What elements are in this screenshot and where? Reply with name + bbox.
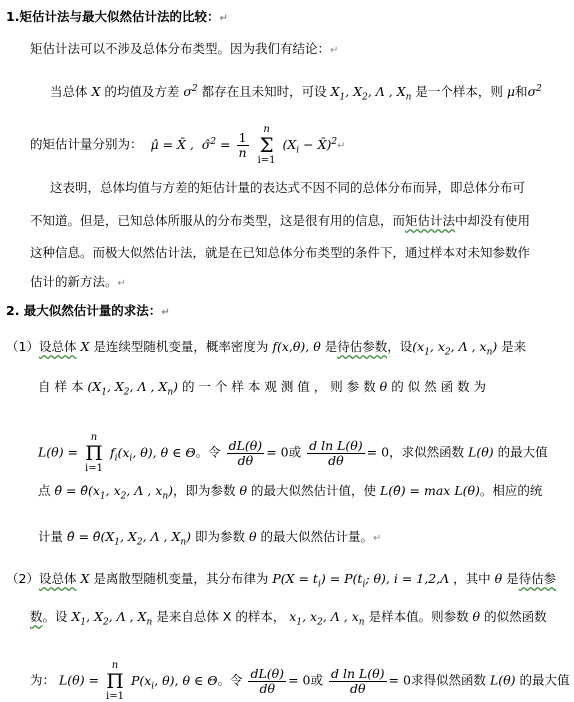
section1-para-1: 这表明，总体均值与方差的矩估计量的表达式不因不同的总体分布而异，即总体分布可	[50, 180, 526, 195]
case1-line4: 点 θ̂ = $\thetâ(x_1$, $x_2$, Λ , $x_n$)，即为参数 θ 的最大似然估计值，使 L(θ̂) = max L(θ)。相应的统	[38, 483, 543, 502]
section1-intro: 矩估计法可以不涉及总体分布类型。因为我们有结论：↵	[30, 41, 339, 56]
case2-line2: 数。设 $X_1$, $X_2$, Λ , $X_n$ 是来自总体 X 的样本， $x_1$, $x_2$, Λ , $x_n$ 是样本值。则参数 θ 的似然函数	[30, 609, 547, 628]
case1-line3: L(θ) = n Π i=1 $f_i(x_i$, θ), θ ∈ Θ。令 $\frac{dL(\theta)}{d\theta}$ = 0或 $\frac{\text{d ln L(θ)}}{d\theta}$ = 0，求似然函数 L(θ) 的最大值	[38, 432, 548, 474]
paragraph-mark: ↵	[219, 13, 228, 24]
section1-title: 1.矩估计法与最大似然估计法的比较：↵	[6, 9, 228, 24]
section1-line1: 当总体 X 的均值及方差 $\sigma^2$ 都存在且未知时，可设 $X_1$, $X_2$, Λ , $X_n$ 是一个样本，则 μ和$\sigma^2$	[50, 84, 542, 103]
case1-line2: 自 样 本 ($X_1$, $X_2$, Λ , $X_n$) 的 一 个 样 本 观 测 值 ， 则 参 数 θ 的 似 然 函 数 为	[38, 379, 487, 398]
case1-line1: （1）设总体 X 是连续型随机变量，概率密度为 f(x,θ), θ 是待估参数，设($x_1$, $x_2$, Λ , $x_n$) 是来	[6, 339, 527, 358]
section1-para-4: 估计的新方法。↵	[30, 274, 126, 289]
section2-title: 2. 最大似然估计量的求法：↵	[6, 303, 170, 318]
section1-para-3: 这种信息。而极大似然估计法，就是在已知总体分布类型的条件下，通过样本对未知参数作	[30, 245, 531, 260]
section1-para-2: 不知道。但是，已知总体所服从的分布类型，这是很有用的信息，而矩估计法中却没有使用	[30, 213, 531, 228]
case1-line5: 计量 θ̂ = $\thetâ(X_1$, $X_2$, Λ , $X_n$) 即为参数 θ 的最大似然估计量。↵	[38, 529, 382, 548]
section1-line2: 的矩估计量分别为： μ̂ = X̄ , σ̂$^2$ = $\frac{1}{n}$ n Σ i=1 ($X_i$ − X̄)$^2$↵	[30, 124, 346, 166]
case2-line1: （2）设总体 X 是离散型随机变量，其分布律为 $P(X = t_i) = P(t_i$; θ), i = 1,2,Λ ，其中 θ 是待估参	[6, 571, 557, 590]
case2-line3: 为： L(θ) = n Π i=1 $P(x_i$, θ), θ ∈ Θ。令 $\frac{dL(\theta)}{d\theta}$ = 0或 $\frac{\text{d ln L(θ)}}{d\theta}$ = 0求得似然函数 L(θ) 的最大值	[30, 660, 570, 702]
